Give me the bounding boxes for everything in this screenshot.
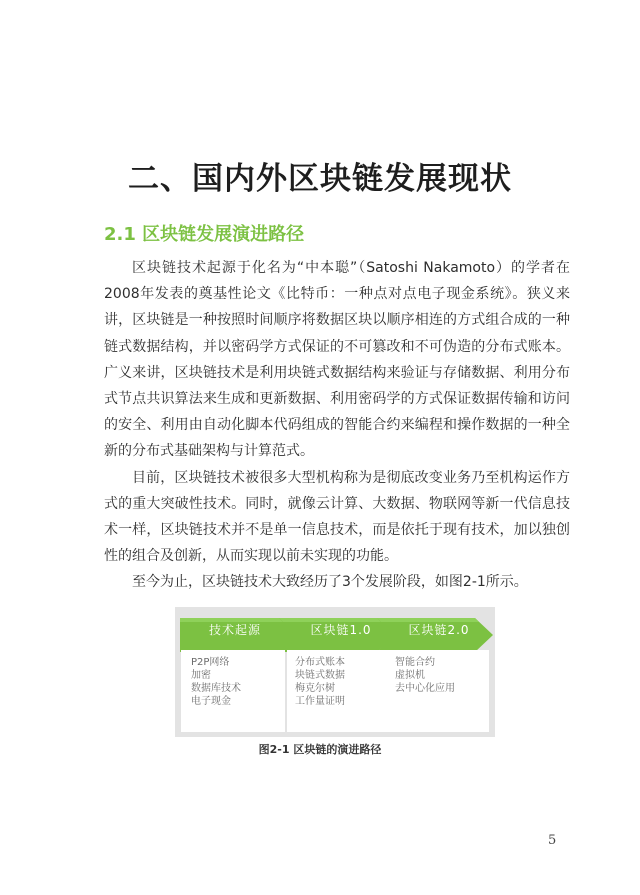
stage-title-2: 区块链2.0 [408,623,470,637]
body-text [104,255,570,596]
paragraph: 目前，区块链技术被很多大型机构称为是彻底改变业务乃至机构运作方式的重大突破性技术。同时，就像云计算、大数据、物联网等新一代信息技术一样，区块链技术并不是单一信息技术，而是依托于现有技术，加以独创性的组合及创新，从而实现以前未实现的功能。 [104,469,570,565]
stage-item: 数据库技术 [191,683,241,694]
paragraph: 区块链技术起源于化名为“中本聪”（Satoshi Nakamoto）的学者在2008年发表的奠基性论文《比特币：一种点对点电子现金系统》。狭义来讲，区块链是一种按照时间顺序将数据区块以顺序相连的方式组合成的一种链式数据结构，并以密码学方式保证的不可篡改和不可伪造的分布式账本。广义来讲，区块链技术是利用块链式数据结构来验证与存储数据、利用分布式节点共识算法来生成和更新数据、利用密码学的方式保证数据传输和访问的安全、利用由自动化脚本代码组成的智能合约来编程和操作数据的一种全新的分布式基础架构与计算范式。 [104,260,570,460]
page-number: 5 [548,833,557,848]
stage-item: 虚拟机 [395,670,425,681]
evolution-figure [175,607,495,737]
stage-item: 块链式数据 [295,670,345,681]
stage-item: 智能合约 [395,657,435,668]
stage-item: 梅克尔树 [295,683,335,694]
chapter-title: 二、国内外区块链发展现状 [128,161,512,197]
stage-item: 电子现金 [191,696,231,707]
stage-title-1: 区块链1.0 [310,623,372,637]
stage-box-origin [181,650,285,732]
stage-title-origin: 技术起源 [208,623,261,637]
stage-box-1 [287,650,387,732]
stage-box-2 [387,650,489,732]
stage-item: 去中心化应用 [395,683,455,694]
stage-item: P2P网络 [191,657,230,668]
paragraph: 至今为止，区块链技术大致经历了3个发展阶段，如图2-1所示。 [132,574,528,591]
section-title: 2.1 区块链发展演进路径 [104,224,305,245]
stage-item: 加密 [191,670,211,681]
stage-item: 分布式账本 [295,657,345,668]
figure-caption: 图2-1 区块链的演进路径 [258,743,382,756]
stage-item: 工作量证明 [295,696,345,707]
